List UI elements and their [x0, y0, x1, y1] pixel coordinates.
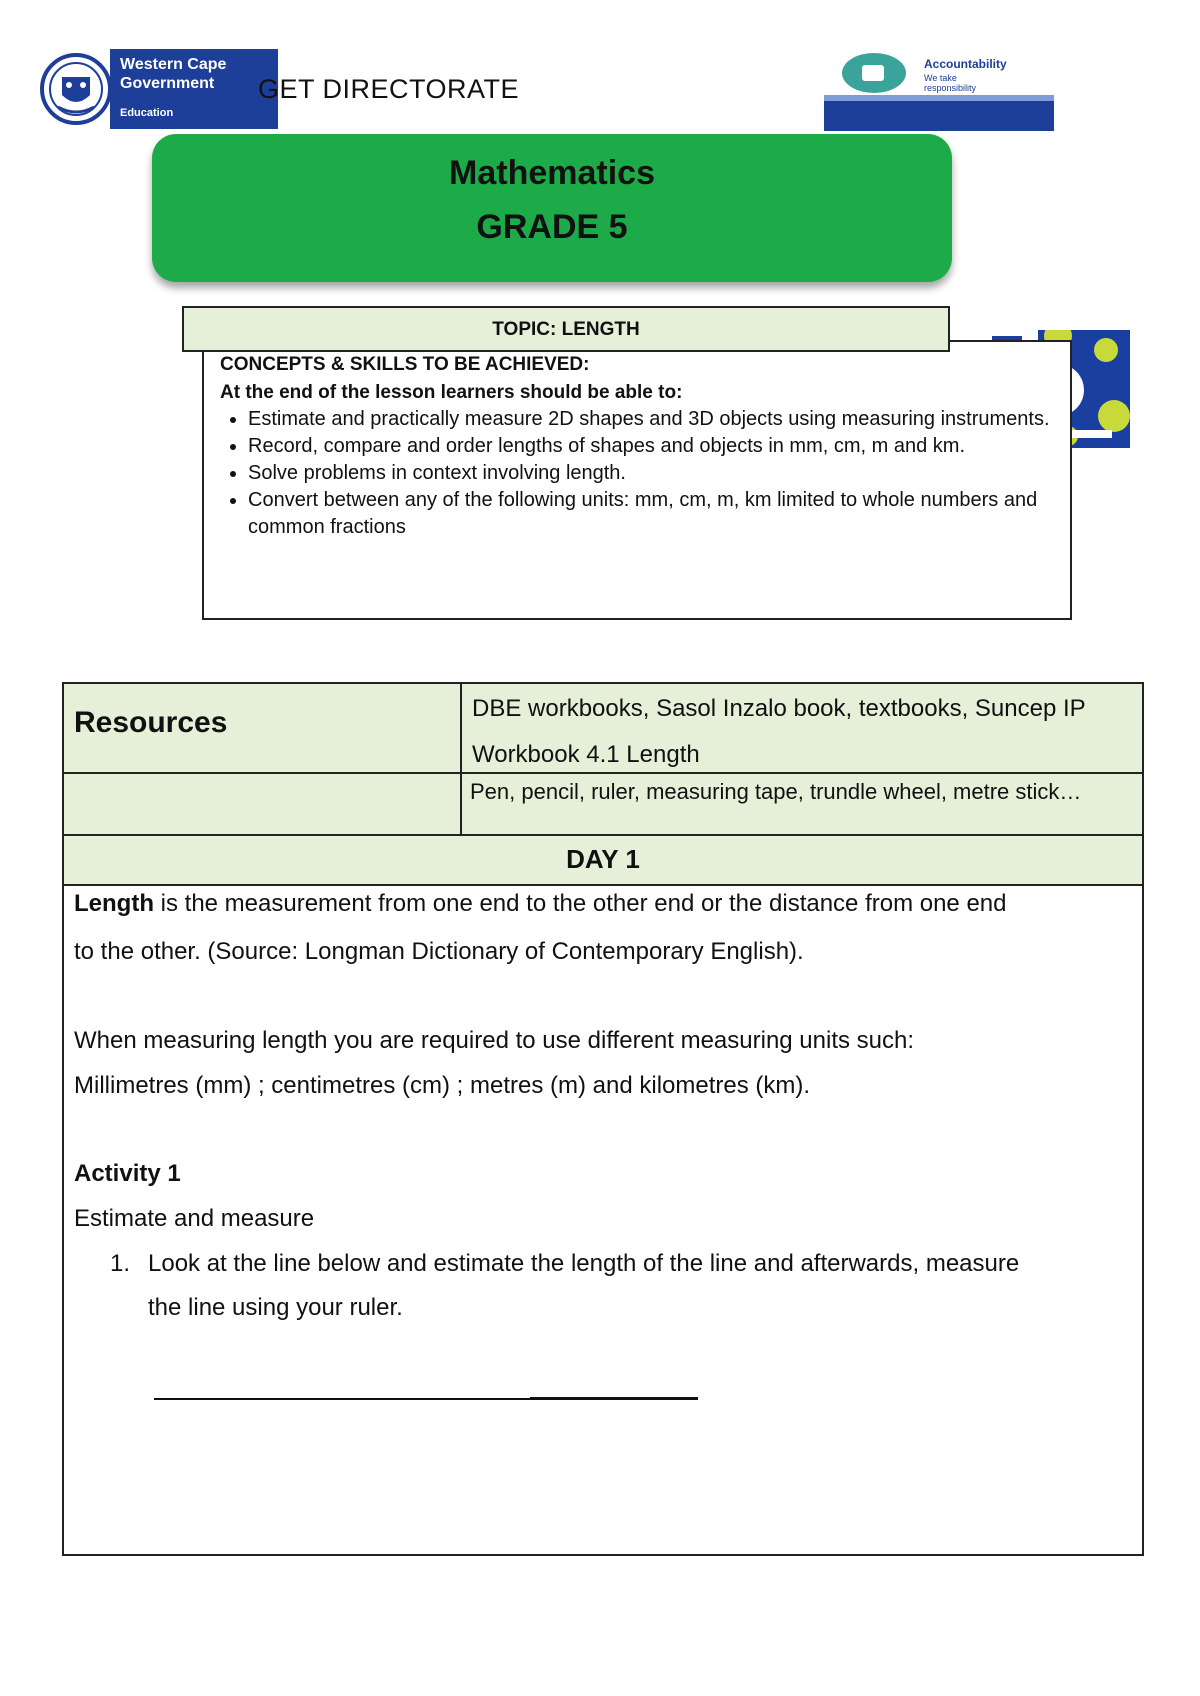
day-label: DAY 1 — [566, 844, 640, 874]
objective-item: • Record, compare and order lengths of shapes and objects in mm, cm, m and km. — [248, 433, 1078, 460]
activity-title: Activity 1 — [74, 1160, 181, 1187]
logo-line-3: Education — [120, 107, 174, 119]
definition-term: Length — [74, 890, 154, 917]
measurement-line-segment-2 — [530, 1397, 698, 1400]
directorate-heading: GET DIRECTORATE — [258, 74, 520, 104]
objectives-list — [220, 406, 1078, 541]
definition-line-2: to the other. (Source: Longman Dictionary of Contemporary English). — [74, 938, 804, 965]
resources-label-cell — [64, 684, 462, 774]
definition-text: is the measurement from one end to the other end or the distance from one end — [153, 890, 1007, 917]
question-number: 1. — [110, 1250, 131, 1277]
wcg-logo-box — [110, 49, 278, 129]
concepts-box — [202, 340, 1072, 620]
question-line-2: the line using your ruler. — [148, 1294, 403, 1321]
resources-books-cell — [462, 684, 1142, 774]
units-line-1: When measuring length you are required to use different measuring units such: — [74, 1027, 915, 1054]
objective-item: • Estimate and practically measure 2D shapes and 3D objects using measuring instruments. — [248, 406, 1078, 433]
concepts-heading: CONCEPTS & SKILLS TO BE ACHIEVED: — [220, 354, 590, 375]
topic-bar — [182, 306, 950, 352]
wcg-crest-logo — [36, 47, 110, 129]
day-header — [64, 836, 1142, 886]
objective-item: • Convert between any of the following units: mm, cm, m, km limited to whole numbers and common fractions — [248, 487, 1078, 541]
resources-label: Resources — [74, 706, 228, 739]
activity-subtitle: Estimate and measure — [74, 1205, 315, 1232]
logo-line-1: Western Cape — [120, 56, 227, 73]
accountability-title: Accountability — [924, 57, 1007, 71]
question-line-1: Look at the line below and estimate the length of the line and afterwards, measure — [148, 1250, 1020, 1277]
objective-item: • Solve problems in context involving length. — [248, 460, 1078, 487]
concepts-intro: At the end of the lesson learners should be able to: — [220, 382, 683, 403]
subject-title: Mathematics — [449, 154, 655, 192]
accountability-logo — [824, 51, 1054, 131]
measurement-line-segment-1 — [154, 1398, 530, 1400]
logo-line-2: Government — [120, 75, 215, 92]
lesson-table — [62, 682, 1144, 1556]
title-banner — [152, 134, 952, 282]
resources-tools-cell — [462, 774, 1142, 836]
resources-books: DBE workbooks, Sasol Inzalo book, textbooks, Suncep IP Workbook 4.1 Length — [472, 695, 1086, 768]
definition-line-1 — [74, 890, 1007, 918]
accountability-subtitle-2: responsibility — [924, 83, 977, 93]
resources-empty-cell — [64, 774, 462, 836]
grade-title: GRADE 5 — [476, 208, 628, 246]
resources-tools: Pen, pencil, ruler, measuring tape, trundle wheel, metre stick… — [470, 779, 1082, 804]
units-line-2: Millimetres (mm) ; centimetres (cm) ; metres (m) and kilometres (km). — [74, 1072, 811, 1099]
accountability-subtitle-1: We take — [924, 73, 957, 83]
topic-label: TOPIC: LENGTH — [492, 319, 640, 340]
